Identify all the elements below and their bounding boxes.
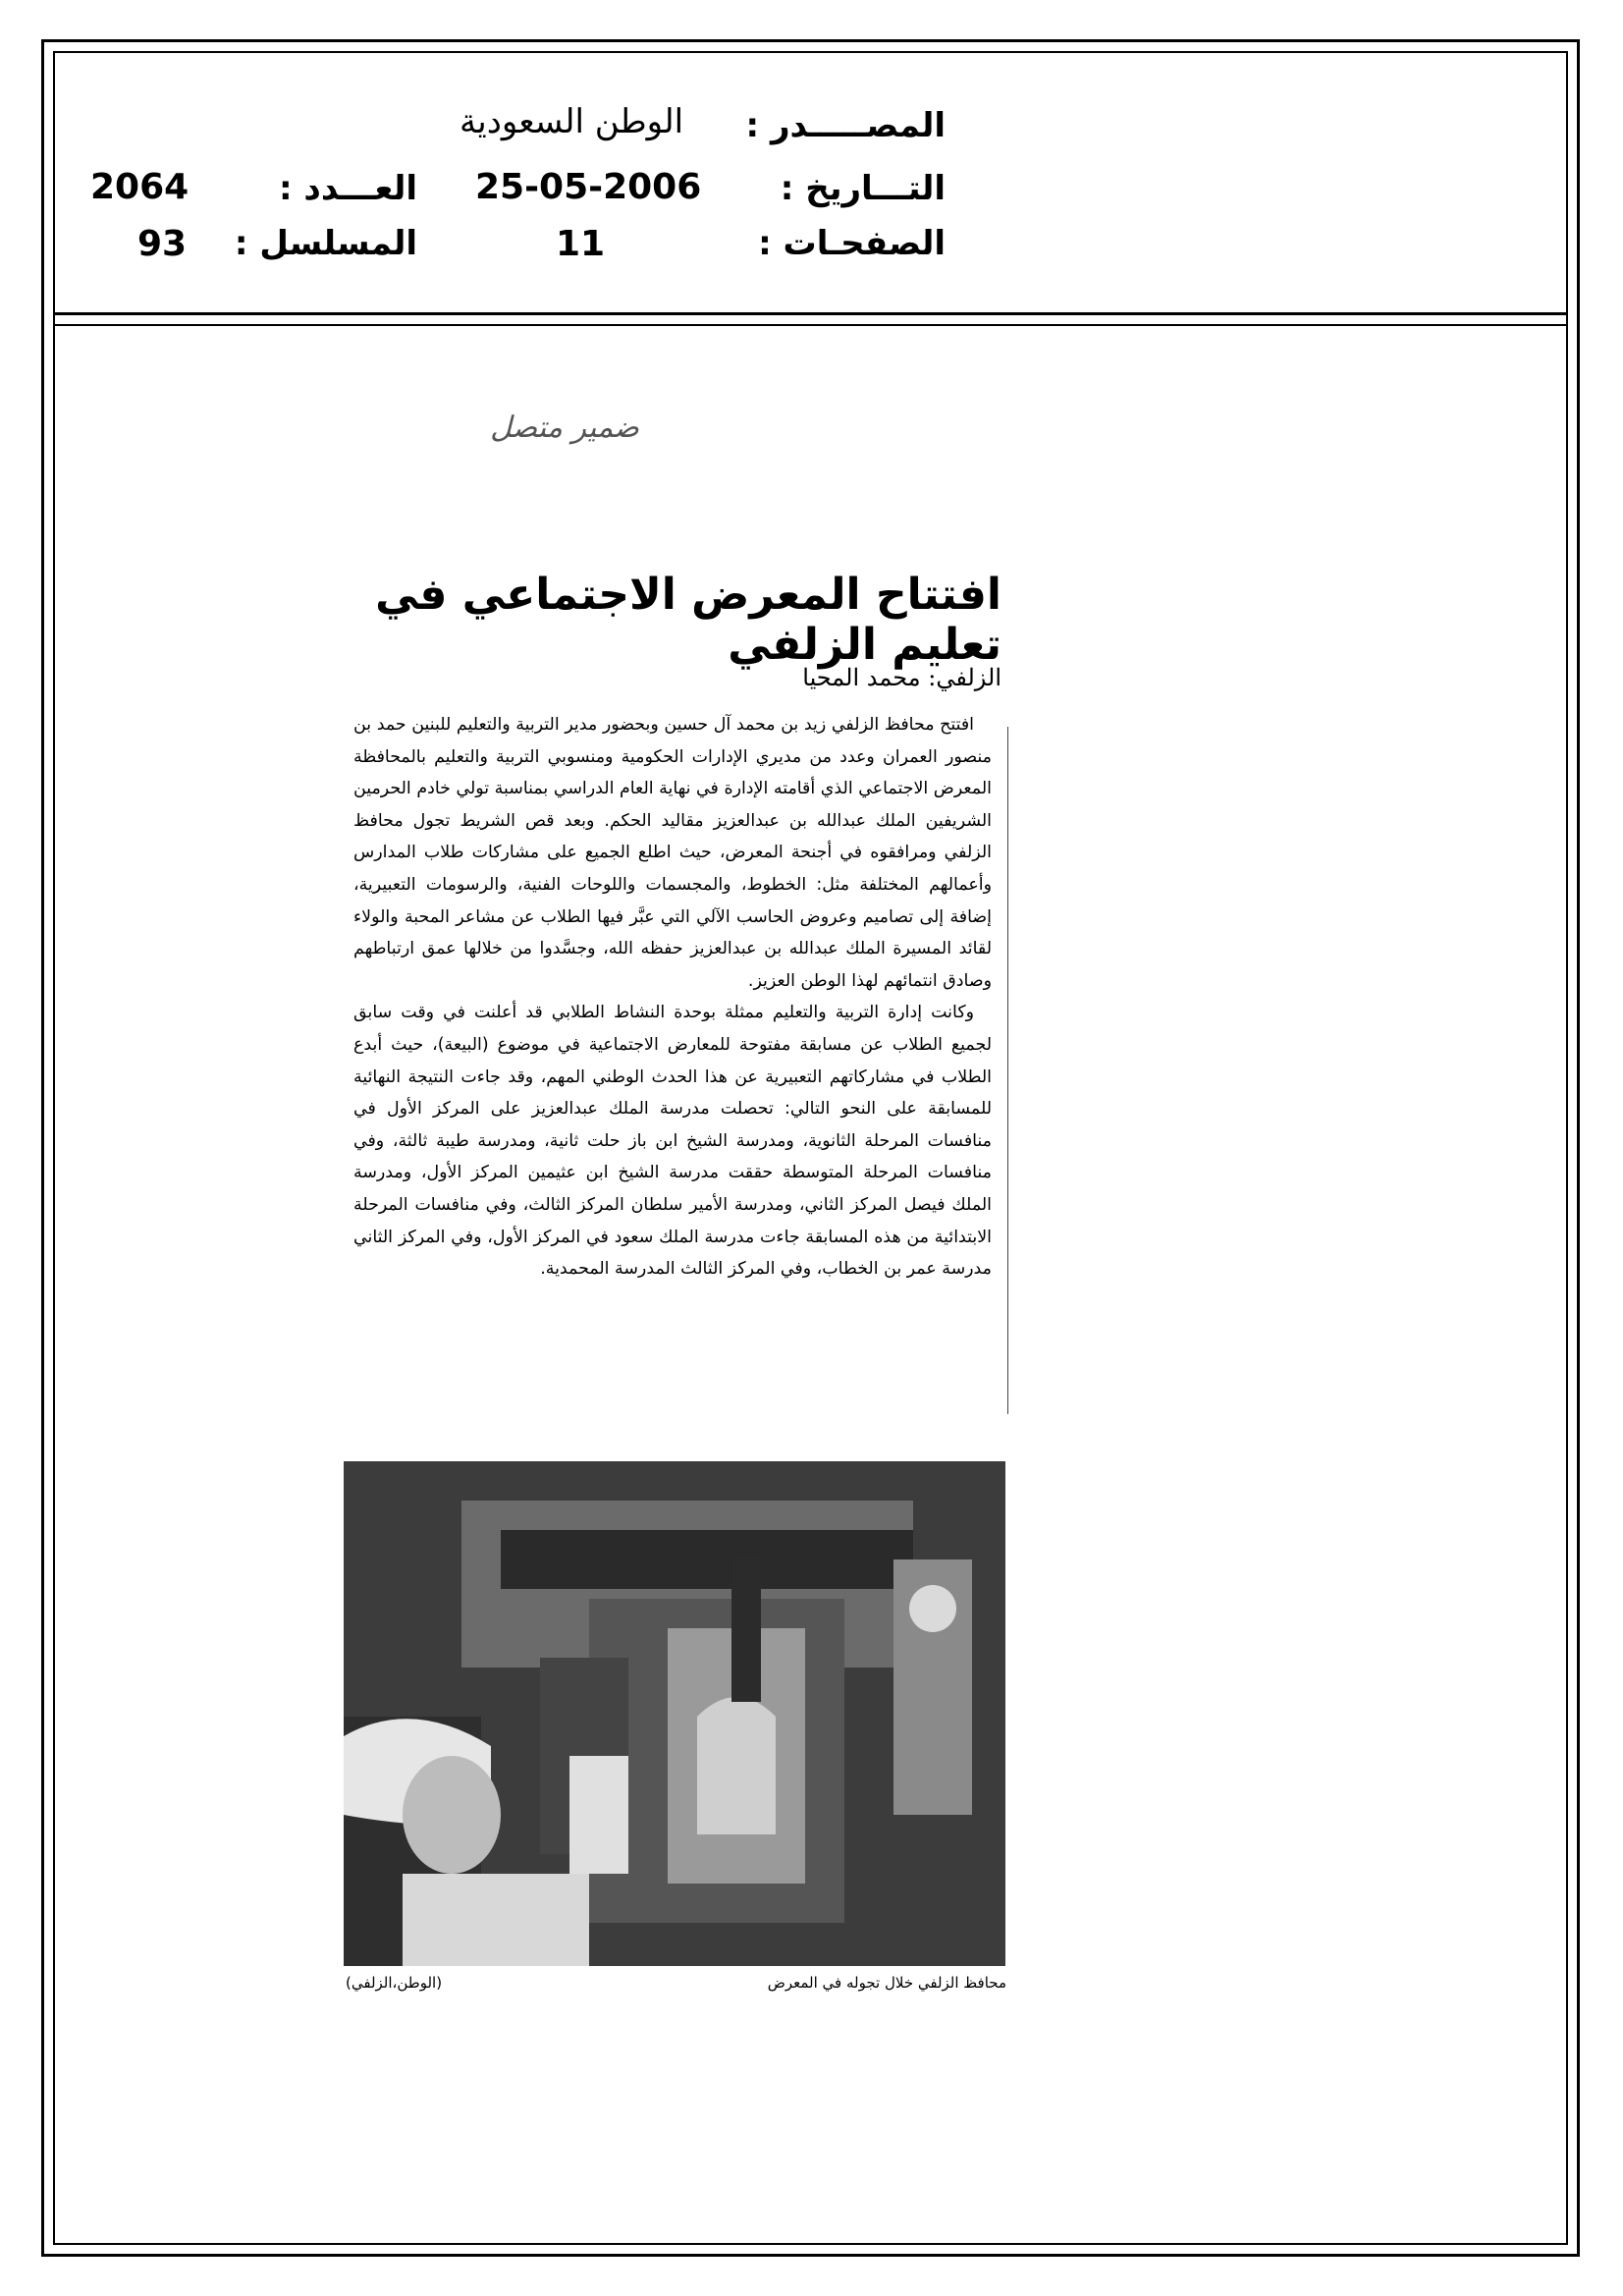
column-rule [1007,727,1008,1414]
article-headline: افتتاح المعرض الاجتماعي في تعليم الزلفي [375,570,1001,670]
serial-label: المسلسل : [234,224,417,263]
article-byline: الزلفي: محمد المحيا [802,664,1001,691]
pages-label: الصفحـات : [758,224,946,263]
header-divider-inner [53,324,1568,326]
issue-label: العـــدد : [279,169,417,208]
article-paragraph: وكانت إدارة التربية والتعليم ممثلة بوحدة النشاط الطلابي قد أعلنت في وقت سابق لجميع الطلاب عن مسابقة مفتوحة للمعارض الاجتماعية في موضوع (البيعة)، حيث أبدع الطلاب في مشاركاتهم التعبيرية عن هذا الحدث الوطني المهم، وقد جاءت النتيجة النهائية للمسابقة على النحو التالي: تحصلت مدرسة الملك عبدالعزيز على المركز الأول في منافسات المرحلة الثانوية، ومدرسة الشيخ ابن باز حلت ثانية، ومدرسة طيبة ثالثة، وفي منافسات المرحلة المتوسطة حققت مدرسة الشيخ ابن عثيمين المركز الأول، ومدرسة الملك فيصل المركز الثاني، ومدرسة الأمير سلطان المركز الثالث، وفي منافسات المرحلة الابتدائية من هذه المسابقة جاءت مدرسة الملك سعود في المركز الأول، وفي المركز الثاني مدرسة عمر بن الخطاب، وفي المركز الثالث المدرسة المحمدية. [353,1003,992,1280]
photo-credit: (الوطن،الزلفي) [346,1974,443,1992]
header-divider [53,312,1568,315]
source-label: المصـــــدر : [745,106,946,145]
article-body [353,709,992,1285]
issue-value: 2064 [90,167,189,207]
serial-value: 93 [137,224,188,264]
photo-caption: محافظ الزلفي خلال تجوله في المعرض [767,1974,1006,1992]
pages-value: 11 [556,224,606,264]
article-photo [344,1461,1005,1966]
article-paragraph: افتتح محافظ الزلفي زيد بن محمد آل حسين وبحضور مدير التربية والتعليم للبنين حمد بن منصور العمران وعدد من مديري الإدارات الحكومية ومنسوبي التربية والتعليم بالمحافظة المعرض الاجتماعي الذي أقامته الإدارة في نهاية العام الدراسي بمناسبة تولي خادم الحرمين الشريفين الملك عبدالله بن عبدالعزيز مقاليد الحكم. وبعد قص الشريط تجول محافظ الزلفي ومرافقوه في أجنحة المعرض، حيث اطلع الجميع على مشاركات طلاب المدارس وأعمالهم المختلفة مثل: الخطوط، والمجسمات واللوحات الفنية، والرسومات التعبيرية، إضافة إلى تصاميم وعروض الحاسب الآلي التي عبَّر فيها الطلاب عن مشاعر المحبة والولاء لقائد المسيرة الملك عبدالله بن عبدالعزيز حفظه الله، وجسَّدوا من خلالها عمق ارتباطهم وصادق انتمائهم لهذا الوطن العزيز. [353,715,992,991]
date-label: التـــاريخ : [780,169,946,208]
source-value: الوطن السعودية [460,102,684,141]
date-value: 25-05-2006 [475,167,702,207]
section-tag: ضمير متصل [490,410,639,445]
